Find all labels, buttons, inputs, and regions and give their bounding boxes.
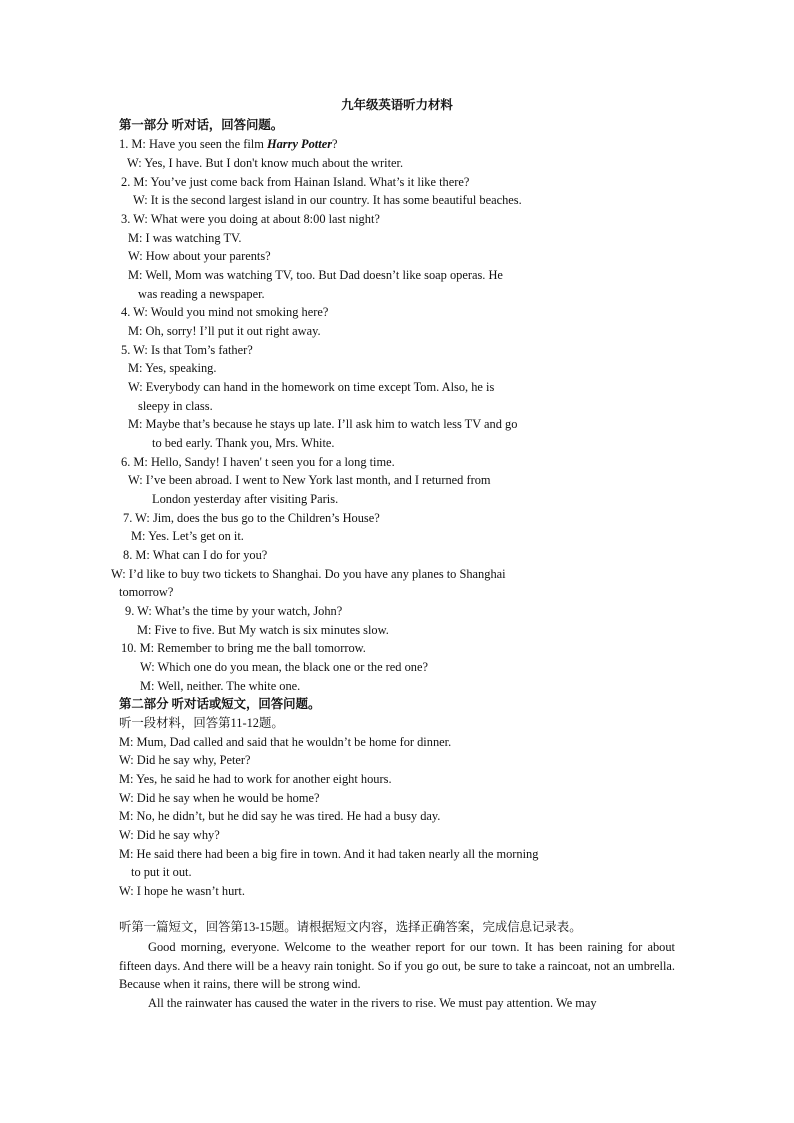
q5-line4: sleepy in class. — [138, 399, 213, 413]
q10-line2: W: Which one do you mean, the black one or the red one? — [140, 660, 428, 674]
q5-line3: W: Everybody can hand in the homework on time except Tom. Also, he is — [128, 380, 495, 394]
q2-line1: 2. M: You’ve just come back from Hainan Island. What’s it like there? — [121, 175, 470, 189]
dialogue-line: W: Did he say when he would be home? — [119, 791, 320, 805]
section2-instruction: 听第一篇短文，回答第13-15题。请根据短文内容，选择正确答案，完成信息记录表。 — [119, 920, 582, 934]
q3-line4: M: Well, Mom was watching TV, too. But Dad doesn’t like soap operas. He — [128, 268, 503, 282]
part1-heading: 第一部分 听对话，回答问题。 — [119, 118, 284, 132]
q6-line1: 6. M: Hello, Sandy! I haven' t seen you for a long time. — [121, 455, 395, 469]
section1-instruction: 听一段材料，回答第11-12题。 — [119, 716, 284, 730]
q3-line3: W: How about your parents? — [128, 249, 271, 263]
q7-line2: M: Yes. Let’s get on it. — [131, 529, 244, 543]
dialogue-line: M: Yes, he said he had to work for another eight hours. — [119, 772, 392, 786]
q3-line2: M: I was watching TV. — [128, 231, 242, 245]
film-title: Harry Potter — [266, 137, 333, 151]
q5-line2: M: Yes, speaking. — [128, 361, 217, 375]
q7-line1: 7. W: Jim, does the bus go to the Children’s House? — [123, 511, 380, 525]
q5-line5: M: Maybe that’s because he stays up late. I’ll ask him to watch less TV and go — [128, 417, 518, 431]
q10-line1: 10. M: Remember to bring me the ball tomorrow. — [121, 641, 366, 655]
dialogue-line: M: No, he didn’t, but he did say he was tired. He had a busy day. — [119, 809, 441, 823]
q8-line2: W: I’d like to buy two tickets to Shanghai. Do you have any planes to Shanghai — [111, 567, 506, 581]
q5-line1: 5. W: Is that Tom’s father? — [121, 343, 253, 357]
weather-paragraph-2: All the rainwater has caused the water in the rivers to rise. We must pay attention. We may — [148, 996, 597, 1010]
dialogue-line: to put it out. — [131, 865, 192, 879]
q2-line2: W: It is the second largest island in our country. It has some beautiful beaches. — [133, 193, 522, 207]
q4-line2: M: Oh, sorry! I’ll put it out right away. — [128, 324, 321, 338]
q1-line1 — [119, 136, 338, 152]
dialogue-line: W: I hope he wasn’t hurt. — [119, 884, 245, 898]
q10-line3: M: Well, neither. The white one. — [140, 679, 301, 693]
q9-line2: M: Five to five. But My watch is six minutes slow. — [137, 623, 389, 637]
q5-line6: to bed early. Thank you, Mrs. White. — [152, 436, 335, 450]
q6-line3: London yesterday after visiting Paris. — [152, 492, 339, 506]
part2-heading: 第二部分 听对话或短文，回答问题。 — [119, 697, 321, 711]
q6-line2: W: I’ve been abroad. I went to New York last month, and I returned from — [128, 473, 491, 487]
q3-line5: was reading a newspaper. — [138, 287, 265, 301]
q8-line1: 8. M: What can I do for you? — [123, 548, 268, 562]
q8-line3: tomorrow? — [119, 585, 174, 599]
q3-line1: 3. W: What were you doing at about 8:00 last night? — [121, 212, 380, 226]
q1-line1-pre: 1. M: Have you seen the film — [119, 137, 267, 151]
q1-line1-post: ? — [332, 137, 338, 151]
dialogue-line: W: Did he say why, Peter? — [119, 753, 251, 767]
q4-line1: 4. W: Would you mind not smoking here? — [121, 305, 329, 319]
weather-paragraph-1: Good morning, everyone. Welcome to the weather report for our town. It has been raining for about fifteen days. And there will be a heavy rain tonight. So if you go out, be sure to take a raincoat, not an umbrella. Because when it rains, there will be strong wind. — [119, 940, 675, 992]
dialogue-line: W: Did he say why? — [119, 828, 220, 842]
q9-line1: 9. W: What’s the time by your watch, John? — [125, 604, 343, 618]
q1-line2: W: Yes, I have. But I don't know much about the writer. — [127, 156, 404, 170]
dialogue-line: M: Mum, Dad called and said that he wouldn’t be home for dinner. — [119, 735, 452, 749]
dialogue-line: M: He said there had been a big fire in town. And it had taken nearly all the morning — [119, 847, 539, 861]
page-title: 九年级英语听力材料 — [341, 98, 453, 112]
